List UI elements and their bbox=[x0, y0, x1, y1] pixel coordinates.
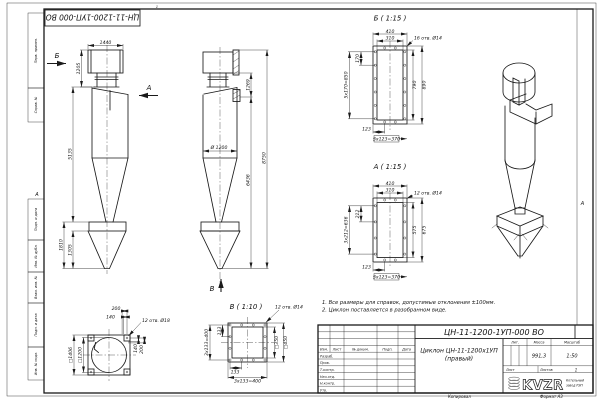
mass-label: Масса bbox=[533, 340, 545, 345]
strip-label: Справ. № bbox=[34, 96, 38, 114]
outlet-neck-side bbox=[207, 73, 229, 87]
dimension-label: 890 bbox=[422, 80, 428, 90]
strip-label: Инв. № подл. bbox=[34, 351, 38, 376]
dimension-label: 310 bbox=[385, 36, 395, 42]
base-flange bbox=[89, 222, 126, 231]
dimension-label: 123 bbox=[362, 265, 371, 271]
dimension-label: □350 bbox=[274, 335, 280, 350]
rev-col-header: Подп. bbox=[382, 347, 393, 352]
company-name-line1: Котельный bbox=[566, 378, 585, 383]
dimension-label: 200 bbox=[111, 306, 121, 312]
scroll-notch bbox=[94, 343, 98, 353]
dimension-label: 310 bbox=[385, 188, 395, 194]
sign-row-label: Разраб. bbox=[320, 354, 334, 359]
holes-note: 12 отв. Ø14 bbox=[275, 305, 303, 311]
sign-row-label: Пров. bbox=[320, 361, 330, 366]
sign-row-label: Т.контр. bbox=[320, 368, 335, 372]
dimension-label: 3х133=400 bbox=[205, 328, 210, 357]
dimension-label: 790 bbox=[413, 80, 419, 90]
dimension-label: 140 bbox=[106, 315, 115, 321]
view-title: Б ( 1:15 ) bbox=[373, 14, 407, 23]
sheet-frame bbox=[7, 3, 596, 396]
notes bbox=[322, 300, 495, 314]
zone-letter-right: А bbox=[580, 201, 585, 207]
strip-label: Подп. и дата bbox=[34, 207, 38, 232]
dimension-label: 123 bbox=[362, 127, 371, 133]
scale-label: Масштаб bbox=[563, 340, 581, 345]
leader-line bbox=[129, 323, 142, 337]
part-name-line1: Циклон ЦН-11-1200х1УП bbox=[420, 347, 498, 355]
dimension-label: 5135 bbox=[68, 148, 74, 160]
plan-view bbox=[68, 306, 170, 381]
dimension-label: 3х123=370 bbox=[372, 137, 401, 143]
view-title: В ( 1:10 ) bbox=[229, 303, 263, 311]
note-line: 1. Все размеры для справок, допустимые отклонения ±100мм. bbox=[322, 300, 496, 306]
dimension-label: □1200 bbox=[78, 346, 84, 364]
zone-letter-left: А bbox=[35, 192, 39, 198]
sheet-edge bbox=[7, 3, 596, 396]
holes-note: 16 отв. Ø14 bbox=[414, 36, 442, 42]
dimension-label: 133 bbox=[230, 370, 240, 376]
inlet-box-side bbox=[203, 52, 233, 73]
mass-value: 991,3 bbox=[531, 353, 547, 360]
view-a bbox=[344, 163, 442, 281]
part-name-line2: (правый) bbox=[444, 355, 474, 363]
dimension-label: 140 bbox=[133, 344, 139, 353]
dimension-label: □1406 bbox=[69, 346, 75, 364]
sign-row-label: Утв. bbox=[320, 388, 328, 393]
dimension-label: 8750 bbox=[262, 152, 268, 164]
dimension-label: 3х212=636 bbox=[344, 216, 350, 244]
dimension-label: 1205 bbox=[76, 62, 82, 75]
dimension-label: 212 bbox=[356, 209, 361, 219]
inlet-box bbox=[88, 50, 123, 73]
leader-line bbox=[266, 310, 279, 323]
footer-format: Формат А3 bbox=[540, 393, 563, 399]
dimension-label: Ø 1200 bbox=[210, 146, 228, 151]
view-v bbox=[204, 303, 303, 385]
dimension-label: 410 bbox=[385, 29, 395, 35]
title-block bbox=[318, 325, 593, 399]
strip-label: Подп. и дата bbox=[34, 313, 38, 337]
dimension-label: 170 bbox=[356, 54, 361, 63]
dimension-label: 6436 bbox=[246, 174, 252, 186]
dimension-label: 675 bbox=[422, 225, 428, 235]
rev-col-header: Лист bbox=[332, 347, 342, 352]
dimension-label: □450 bbox=[283, 335, 289, 350]
dimension-label: 3х133=400 bbox=[233, 379, 262, 385]
dimension-label: 1810 bbox=[59, 239, 65, 251]
sign-row-label: Нач.отд. bbox=[320, 374, 336, 379]
zone-number: 1 bbox=[155, 4, 159, 9]
dimension-label: 3х123=370 bbox=[372, 275, 401, 281]
dimension-label: 5х170=850 bbox=[344, 71, 350, 99]
side-view bbox=[200, 47, 269, 293]
view-arrow-label-a: А bbox=[146, 84, 152, 92]
dimension-label: 410 bbox=[385, 181, 395, 187]
note-line: 2. Циклон поставляется в разобранном виде. bbox=[322, 307, 447, 314]
strip-label: Взам. инв. № bbox=[34, 275, 38, 300]
isometric-view bbox=[492, 63, 552, 258]
dimension-label: 1305 bbox=[68, 244, 74, 256]
view-arrow-label-b: Б bbox=[54, 52, 60, 60]
scale-value: 1:50 bbox=[566, 353, 578, 360]
view-title: А ( 1:15 ) bbox=[373, 163, 407, 171]
leader-line bbox=[407, 41, 414, 47]
holes-note: 12 отв. Ø14 bbox=[414, 191, 442, 197]
dimension-label: 1269 bbox=[246, 79, 252, 91]
dimension-label: 200 bbox=[139, 345, 145, 354]
strip-label: Инв. № дубл. bbox=[34, 244, 38, 268]
rev-col-header: № докум. bbox=[352, 347, 369, 352]
holes-note: 12 отв. Ø18 bbox=[142, 319, 170, 324]
scroll-body bbox=[92, 88, 128, 158]
logo-text: KVZR bbox=[522, 378, 564, 394]
company-logo bbox=[509, 377, 585, 393]
dimension-label: 133 bbox=[217, 326, 223, 336]
cone bbox=[92, 158, 128, 222]
footer-copied: Копировал bbox=[448, 393, 471, 399]
lit-label: Лит. bbox=[511, 340, 519, 345]
sheets-value: 1 bbox=[574, 367, 578, 373]
sign-row-label: Н.контр. bbox=[320, 381, 336, 386]
sheets-label: Листов bbox=[540, 368, 553, 373]
company-name-line2: завод РЭП bbox=[566, 383, 583, 388]
dimension-label: 1440 bbox=[99, 40, 112, 46]
view-arrow-label-v: В bbox=[209, 285, 215, 293]
dimension-label: 575 bbox=[413, 225, 419, 235]
strip-label: Перв. примен. bbox=[34, 37, 38, 64]
view-b bbox=[344, 15, 442, 143]
designation: ЦН-11-1200-1УП-000 ВО bbox=[444, 327, 544, 337]
outlet-neck bbox=[94, 73, 119, 87]
sheet-label: Лист bbox=[506, 368, 515, 373]
front-view bbox=[47, 40, 158, 274]
rev-col-header: Дата bbox=[402, 347, 411, 352]
designation-rotated: ЦН-11-1200-1УП-000 ВО bbox=[45, 12, 140, 22]
rev-col-header: Изм. bbox=[320, 347, 328, 352]
top-designation-box bbox=[45, 10, 140, 26]
